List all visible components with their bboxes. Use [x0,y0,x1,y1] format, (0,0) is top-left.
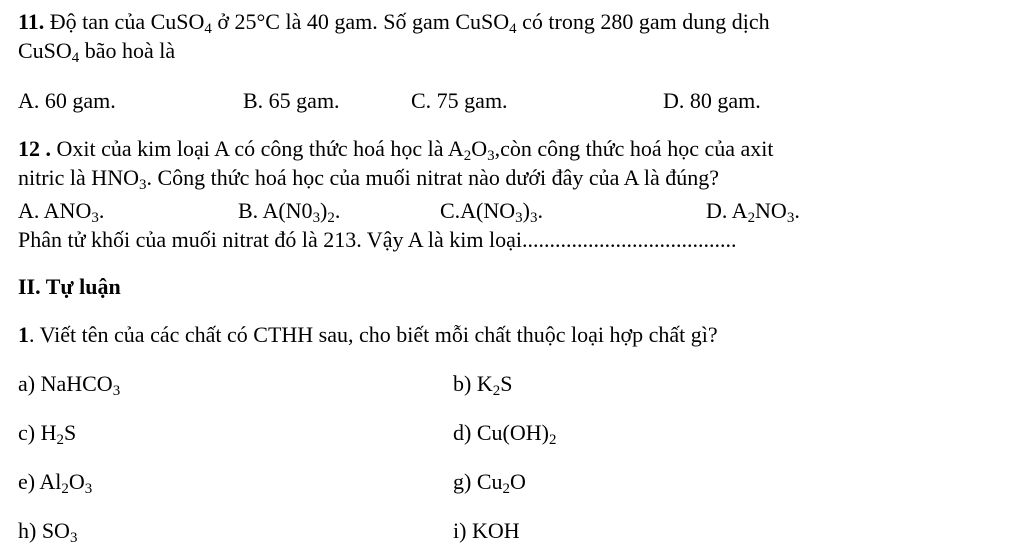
question-11-text: 11. Độ tan của CuSO$_4$ ở 25°C là 40 gam. Số gam CuSO$_4$ có trong 280 gam dung dịch CuSO$_4$ bão hoà là [18,9,770,67]
option-c: $C.A(NO_3)_3$. [440,198,543,227]
compound-item-b: b) $K_2S$ [453,371,513,400]
option-a: A. 60 gam. [18,88,116,113]
compound-item-d: d) $Cu(OH)_2$ [453,420,557,449]
option-b: B. $A(N0_3)_2$. [238,198,341,227]
section-title: II. Tự luận [18,274,121,299]
option-b: B. 65 gam. [243,88,340,113]
question-1-text: 1. Viết tên của các chất có CTHH sau, cho biết mỗi chất thuộc loại hợp chất gì? [18,322,718,347]
question-number: 12 . [18,136,51,161]
option-c: C. 75 gam. [411,88,508,113]
option-d: D. $A_2NO_3$. [706,198,800,227]
compound-item-c: c) $H_2S$ [18,420,77,449]
compound-item-g: g) $Cu_2O$ [453,469,526,498]
compound-item-h: h) $SO_3$ [18,518,78,547]
compound-item-a: a) NaHCO$_3$ [18,371,121,400]
compound-item-i: i) KOH [453,518,520,543]
question-12-followup: Phân tử khối của muối nitrat đó là 213. Vậy A là kim loại....................................... [18,227,737,252]
option-a: A. $ANO_3$. [18,198,105,227]
compound-item-e: e) $Al_2O_3$ [18,469,93,498]
question-number: 1 [18,322,29,347]
question-12-text: 12 . Oxit của kim loại A có công thức hoá học là $A_2O_3,còn$ công thức hoá học của axit nitric là $HNO_3$. Công thức hoá học của muối nitrat nào dưới đây của A là đúng? [18,136,774,194]
question-number: 11. [18,9,45,34]
option-d: D. 80 gam. [663,88,761,113]
